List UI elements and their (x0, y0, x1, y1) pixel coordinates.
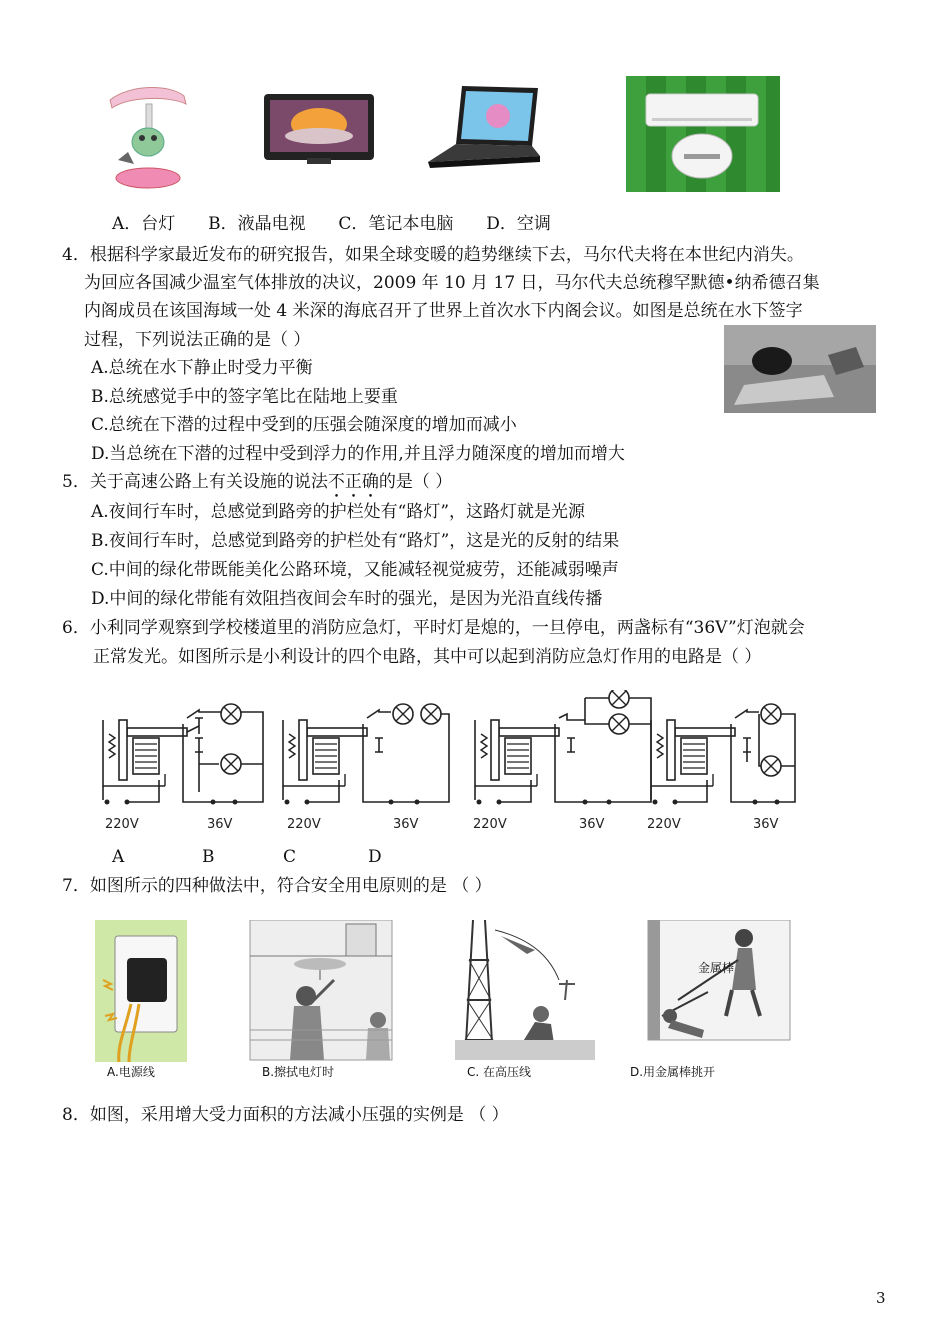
q6-stem-line1: 6．小利同学观察到学校楼道里的消防应急灯，平时灯是熄的，一旦停电，两盏标有“36V”灯泡就会 (62, 618, 805, 638)
caption-a: A.电源线 (107, 1065, 155, 1079)
circuit-a (103, 704, 263, 805)
metal-rod-label: 金属棒 (698, 961, 735, 975)
q4-stem-line2: 为回应各国减少温室气体排放的决议，2009 年 10 月 17 日，马尔代夫总统穆罕默德•纳希德召集 (84, 273, 820, 293)
caption-d: D.用金属棒挑开 (630, 1065, 716, 1079)
laptop-image (428, 84, 540, 174)
q4-stem-line3: 内阁成员在该国海域一处 4 米深的海底召开了世界上首次水下内阁会议。如图是总统在水下签字 (84, 301, 803, 321)
page-number: 3 (876, 1289, 886, 1307)
q3-option-c: C．笔记本电脑 (338, 214, 454, 234)
q4-stem-line4: 过程，下列说法正确的是（ ） (84, 330, 311, 350)
q4-option-c: C.总统在下潜的过程中受到的压强会随深度的增加而减小 (91, 415, 517, 435)
circuit-b-36v-label: 36V (393, 817, 419, 832)
circuit-d-36v-label: 36V (753, 817, 779, 832)
q7-stem: 7．如图所示的四种做法中，符合安全用电原则的是 （ ） (62, 876, 492, 896)
circuit-b-220v-label: 220V (287, 817, 321, 832)
picture-c-high-voltage (455, 920, 595, 1079)
picture-b-wiping-lamp (250, 920, 392, 1079)
q5-option-a: A.夜间行车时，总感觉到路旁的护栏处有“路灯”，这路灯就是光源 (91, 502, 586, 522)
electrical-safety-pictures (95, 920, 795, 1082)
circuit-c-36v-label: 36V (579, 817, 605, 832)
q5-stem-emphasis: 不正确 (327, 472, 379, 492)
picture-d-metal-rod (630, 920, 790, 1079)
caption-c: C. 在高压线 (467, 1065, 532, 1079)
q5-stem (62, 468, 452, 502)
circuit-d-220v-label: 220V (647, 817, 681, 832)
circuit-d (651, 704, 795, 805)
q4-option-a: A.总统在水下静止时受力平衡 (91, 358, 313, 378)
q4-option-b: B.总统感觉手中的签字笔比在陆地上要重 (91, 387, 398, 407)
picture-a-power-cord (95, 920, 187, 1079)
underwater-signing-photo (724, 325, 876, 413)
q4-option-d: D.当总统在下潜的过程中受到浮力的作用,并且浮力随深度的增加而增大 (91, 444, 625, 464)
circuit-c-220v-label: 220V (473, 817, 507, 832)
q6-stem-line2: 正常发光。如图所示是小利设计的四个电路，其中可以起到消防应急灯作用的电路是（ ） (93, 647, 762, 667)
circuit-a-220v-label: 220V (105, 817, 139, 832)
relay-circuit-diagrams (95, 690, 815, 835)
q4-stem-line1: 4．根据科学家最近发布的研究报告，如果全球变暖的趋势继续下去，马尔代夫将在本世纪内消失。 (62, 245, 804, 265)
lcd-tv-image (262, 80, 378, 166)
q5-stem-pre: 5．关于高速公路上有关设施的说法 (62, 472, 328, 492)
q3-options (112, 210, 551, 238)
circuit-b (283, 704, 449, 805)
q5-option-b: B.夜间行车时，总感觉到路旁的护栏处有“路灯”，这是光的反射的结果 (91, 531, 620, 551)
q8-stem: 8．如图，采用增大受力面积的方法减小压强的实例是 （ ） (62, 1105, 509, 1125)
air-conditioner-image (626, 76, 780, 192)
q6-label-c: C (283, 847, 297, 867)
q5-option-c: C.中间的绿化带既能美化公路环境，又能减轻视觉疲劳，还能减弱噪声 (91, 560, 619, 580)
q3-option-a: A．台灯 (112, 214, 176, 234)
q6-label-b: B (202, 847, 215, 867)
q6-label-a: A (112, 847, 125, 867)
q5-option-d: D.中间的绿化带能有效阻挡夜间会车时的强光，是因为光沿直线传播 (91, 589, 603, 609)
q3-option-d: D．空调 (486, 214, 551, 234)
circuit-c (475, 690, 651, 805)
q6-label-d: D (368, 847, 382, 867)
desk-lamp-image (100, 82, 192, 190)
q5-stem-post: 的是（ ） (378, 472, 453, 492)
q3-option-b: B．液晶电视 (208, 214, 306, 234)
circuit-a-36v-label: 36V (207, 817, 233, 832)
caption-b: B.擦拭电灯时 (262, 1065, 335, 1079)
